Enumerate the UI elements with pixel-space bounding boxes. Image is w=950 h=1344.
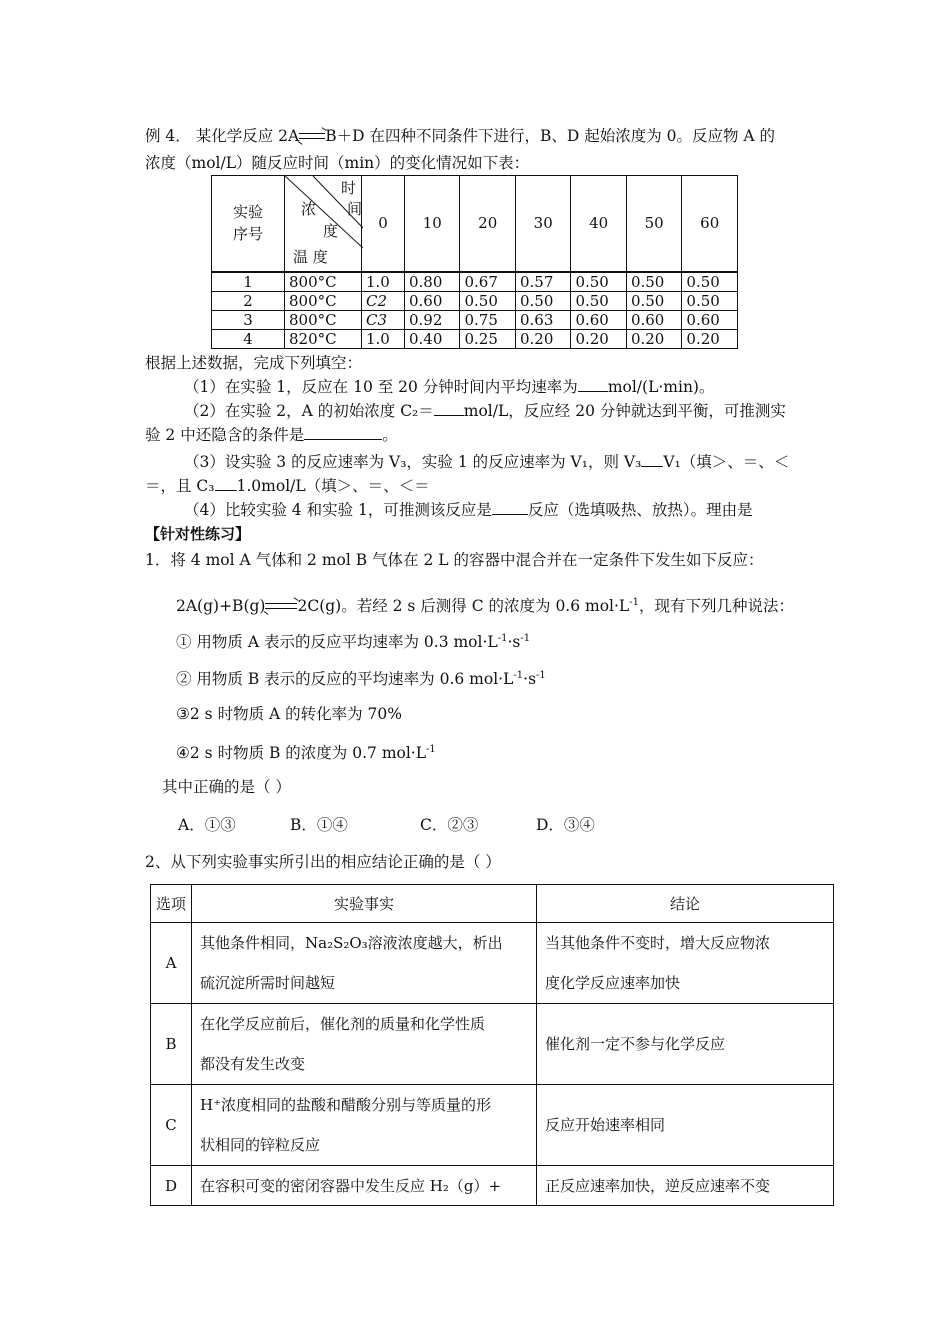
row-id: 3 [212,310,285,329]
q1-unit: mol/(L·min)。 [607,378,715,396]
example4-line1-b: B＋D 在四种不同条件下进行，B、D 起始浓度为 0。反应物 A 的 [325,127,776,145]
answer-blank[interactable] [215,475,237,491]
conc-line: 当其他条件不变时，增大反应物浓 [545,934,771,952]
row-value: 0.57 [515,272,570,292]
row-value: 0.67 [460,272,515,292]
q2-text: （2）在实验 2，A 的初始浓度 C₂＝ [184,402,434,420]
diag-temp: 温 度 [293,248,328,266]
row-value: 0.50 [571,291,626,310]
q3-text: （3）设实验 3 的反应速率为 V₃，实验 1 的反应速率为 V₁，则 V₃ [184,453,642,471]
question-1 [184,376,714,398]
s2-text: ② 用物质 B 表示的反应的平均速率为 0.6 mol·L [176,670,514,689]
practice-2-stem: 2、从下列实验事实所引出的相应结论正确的是（ ） [145,853,501,871]
time-header: 40 [571,176,626,272]
concentration-table [211,175,738,349]
time-header: 60 [682,176,738,272]
s2-sup2: -1 [536,670,546,681]
q2-text-c: 验 2 中还隐含的条件是 [145,426,305,444]
row-value: 0.20 [571,329,626,348]
row-value: 0.20 [626,329,681,348]
q2-text-d: 。 [382,426,398,444]
conc-line: 度化学反应速率加快 [545,974,681,992]
row-conclusion [537,1166,834,1206]
row-option: A [151,923,192,1004]
row-value: 0.20 [682,329,738,348]
example4-line2: 浓度（mol/L）随反应时间（min）的变化情况如下表： [145,154,530,172]
table-row [151,1085,834,1166]
statement-3: ③2 s 时物质 A 的转化率为 70% [176,705,402,723]
row-option: C [151,1085,192,1166]
q2-text-b: mol/L，反应经 20 分钟就达到平衡，可推测实 [463,402,786,420]
row-option: B [151,1004,192,1085]
eq-right: 2C(g)。若经 2 s 后测得 C 的浓度为 0.6 mol·L [297,597,630,616]
fact-line: 在化学反应前后，催化剂的质量和化学性质 [200,1015,486,1033]
example4-line1 [145,125,775,147]
conc-line: 反应开始速率相同 [545,1116,666,1134]
row-value: 0.40 [405,329,460,348]
diag-conc-2: 度 [323,222,339,240]
row-value: 0.80 [405,272,460,292]
practice-1-stem: 1．将 4 mol A 气体和 2 mol B 气体在 2 L 的容器中混合并在一定条件下发生如下反应： [145,551,764,569]
fact-line: 硫沉淀所需时间越短 [200,974,336,992]
q4-text: （4）比较实验 4 和实验 1，可推测该反应是 [184,501,492,519]
option-c[interactable]: C．②③ [420,816,479,834]
q1-text: （1）在实验 1，反应在 10 至 20 分钟时间内平均速率为 [184,378,578,396]
facts-table [150,884,834,1206]
row-value: 0.63 [515,310,570,329]
row-option: D [151,1166,192,1206]
eq-sup: -1 [629,597,639,608]
diag-time-2: 间 [347,200,363,218]
answer-blank[interactable] [492,499,528,515]
s4-text: ④2 s 时物质 B 的浓度为 0.7 mol·L [176,744,427,763]
row-fact [192,1166,537,1206]
s2-sup: -1 [513,670,524,681]
row-value: 0.50 [571,272,626,292]
q4-text-b: 反应（选填吸热、放热）。理由是 [527,501,753,519]
s1-b: ·s [507,633,521,652]
row-temp: 800°C [285,291,362,310]
fact-line: 其他条件相同，Na₂S₂O₃溶液浓度越大，析出 [200,934,503,952]
fact-line: H⁺浓度相同的盐酸和醋酸分别与等质量的形 [200,1096,492,1114]
row-value: 1.0 [362,329,405,348]
diag-time-1: 时 [341,179,357,197]
row-value: 0.50 [626,291,681,310]
conc-line: 催化剂一定不参与化学反应 [545,1035,726,1053]
eq-tail: ，现有下列几种说法： [638,597,794,616]
row-conclusion [537,923,834,1004]
row-conclusion [537,1004,834,1085]
time-header: 0 [362,176,405,272]
table-row [151,1004,834,1085]
row-temp: 800°C [285,310,362,329]
row-value: 0.50 [682,272,738,292]
fact-line: 都没有发生改变 [200,1055,306,1073]
row-value: C2 [362,291,405,310]
diag-conc-1: 浓 [301,200,317,218]
time-header: 20 [460,176,515,272]
time-header: 10 [405,176,460,272]
row-value: 0.50 [460,291,515,310]
fact-line: 状相同的锌粒反应 [200,1136,321,1154]
s1-sup2: -1 [520,633,531,644]
question-2-cont [145,424,398,446]
s1-sup: -1 [497,633,508,644]
table-row [151,923,834,1004]
row-value: 0.60 [682,310,738,329]
practice-1-equation [176,592,794,617]
row-fact [192,1085,537,1166]
example4-line1-a: 例 4． 某化学反应 2A [145,127,300,145]
row-value: 0.50 [682,291,738,310]
question-4 [184,499,753,521]
table-row [212,329,738,348]
header-fact: 实验事实 [192,885,537,923]
header-conclusion: 结论 [537,885,834,923]
question-3-cont [145,475,430,497]
header-option: 选项 [151,885,192,923]
q3-text-c: ＝，且 C₃ [145,477,215,495]
row-id: 2 [212,291,285,310]
q3-text-b: V₁（填＞、＝、＜ [663,453,790,471]
question-2 [184,400,786,422]
question-3 [184,451,789,473]
row-value: 0.25 [460,329,515,348]
table-row [212,291,738,310]
fact-line: 在容积可变的密闭容器中发生反应 H₂（g）+ [200,1176,502,1195]
eq-left: 2A(g)+B(g) [176,597,266,616]
equilibrium-arrow-icon [299,131,325,143]
row-temp: 800°C [285,272,362,292]
table-row [212,272,738,292]
row-value: 0.60 [405,291,460,310]
row-value: 0.50 [515,291,570,310]
row-value: 0.92 [405,310,460,329]
equilibrium-arrow-icon [265,601,297,613]
answer-blank[interactable] [641,451,663,467]
statement-2 [176,665,546,690]
answer-blank[interactable] [434,400,464,416]
s1-text: ① 用物质 A 表示的反应平均速率为 0.3 mol·L [176,633,498,652]
row-value: 0.60 [626,310,681,329]
s4-sup: -1 [426,744,436,755]
time-header: 50 [626,176,681,272]
row-value: 1.0 [362,272,405,292]
conc-line: 正反应速率加快，逆反应速率不变 [545,1176,771,1195]
q3-text-d: 1.0mol/L（填＞、＝、＜＝ [236,477,430,495]
option-d[interactable]: D．③④ [536,816,595,834]
row-value: C3 [362,310,405,329]
answer-blank[interactable] [304,424,382,440]
row-value: 0.20 [515,329,570,348]
table-row [151,1166,834,1206]
row-value: 0.60 [571,310,626,329]
practice-heading: 【针对性练习】 [145,525,251,543]
row-temp: 820°C [285,329,362,348]
answer-blank[interactable] [578,376,608,392]
option-b[interactable]: B．①④ [290,816,348,834]
option-a[interactable]: A．①③ [178,816,236,834]
row-id: 4 [212,329,285,348]
time-header: 30 [515,176,570,272]
fill-prompt: 根据上述数据，完成下列填空： [145,354,363,372]
statement-1 [176,628,530,653]
practice-1-ask: 其中正确的是（ ） [162,778,291,796]
row-fact [192,923,537,1004]
row-value: 0.50 [626,272,681,292]
statement-4 [176,739,436,764]
row-conclusion [537,1085,834,1166]
row-value: 0.75 [460,310,515,329]
row-id: 1 [212,272,285,292]
row-fact [192,1004,537,1085]
table-row [212,310,738,329]
table-header-diagonal [285,176,362,272]
s2-b: ·s [523,670,537,689]
table-header-id: 实验 序号 [212,176,285,272]
